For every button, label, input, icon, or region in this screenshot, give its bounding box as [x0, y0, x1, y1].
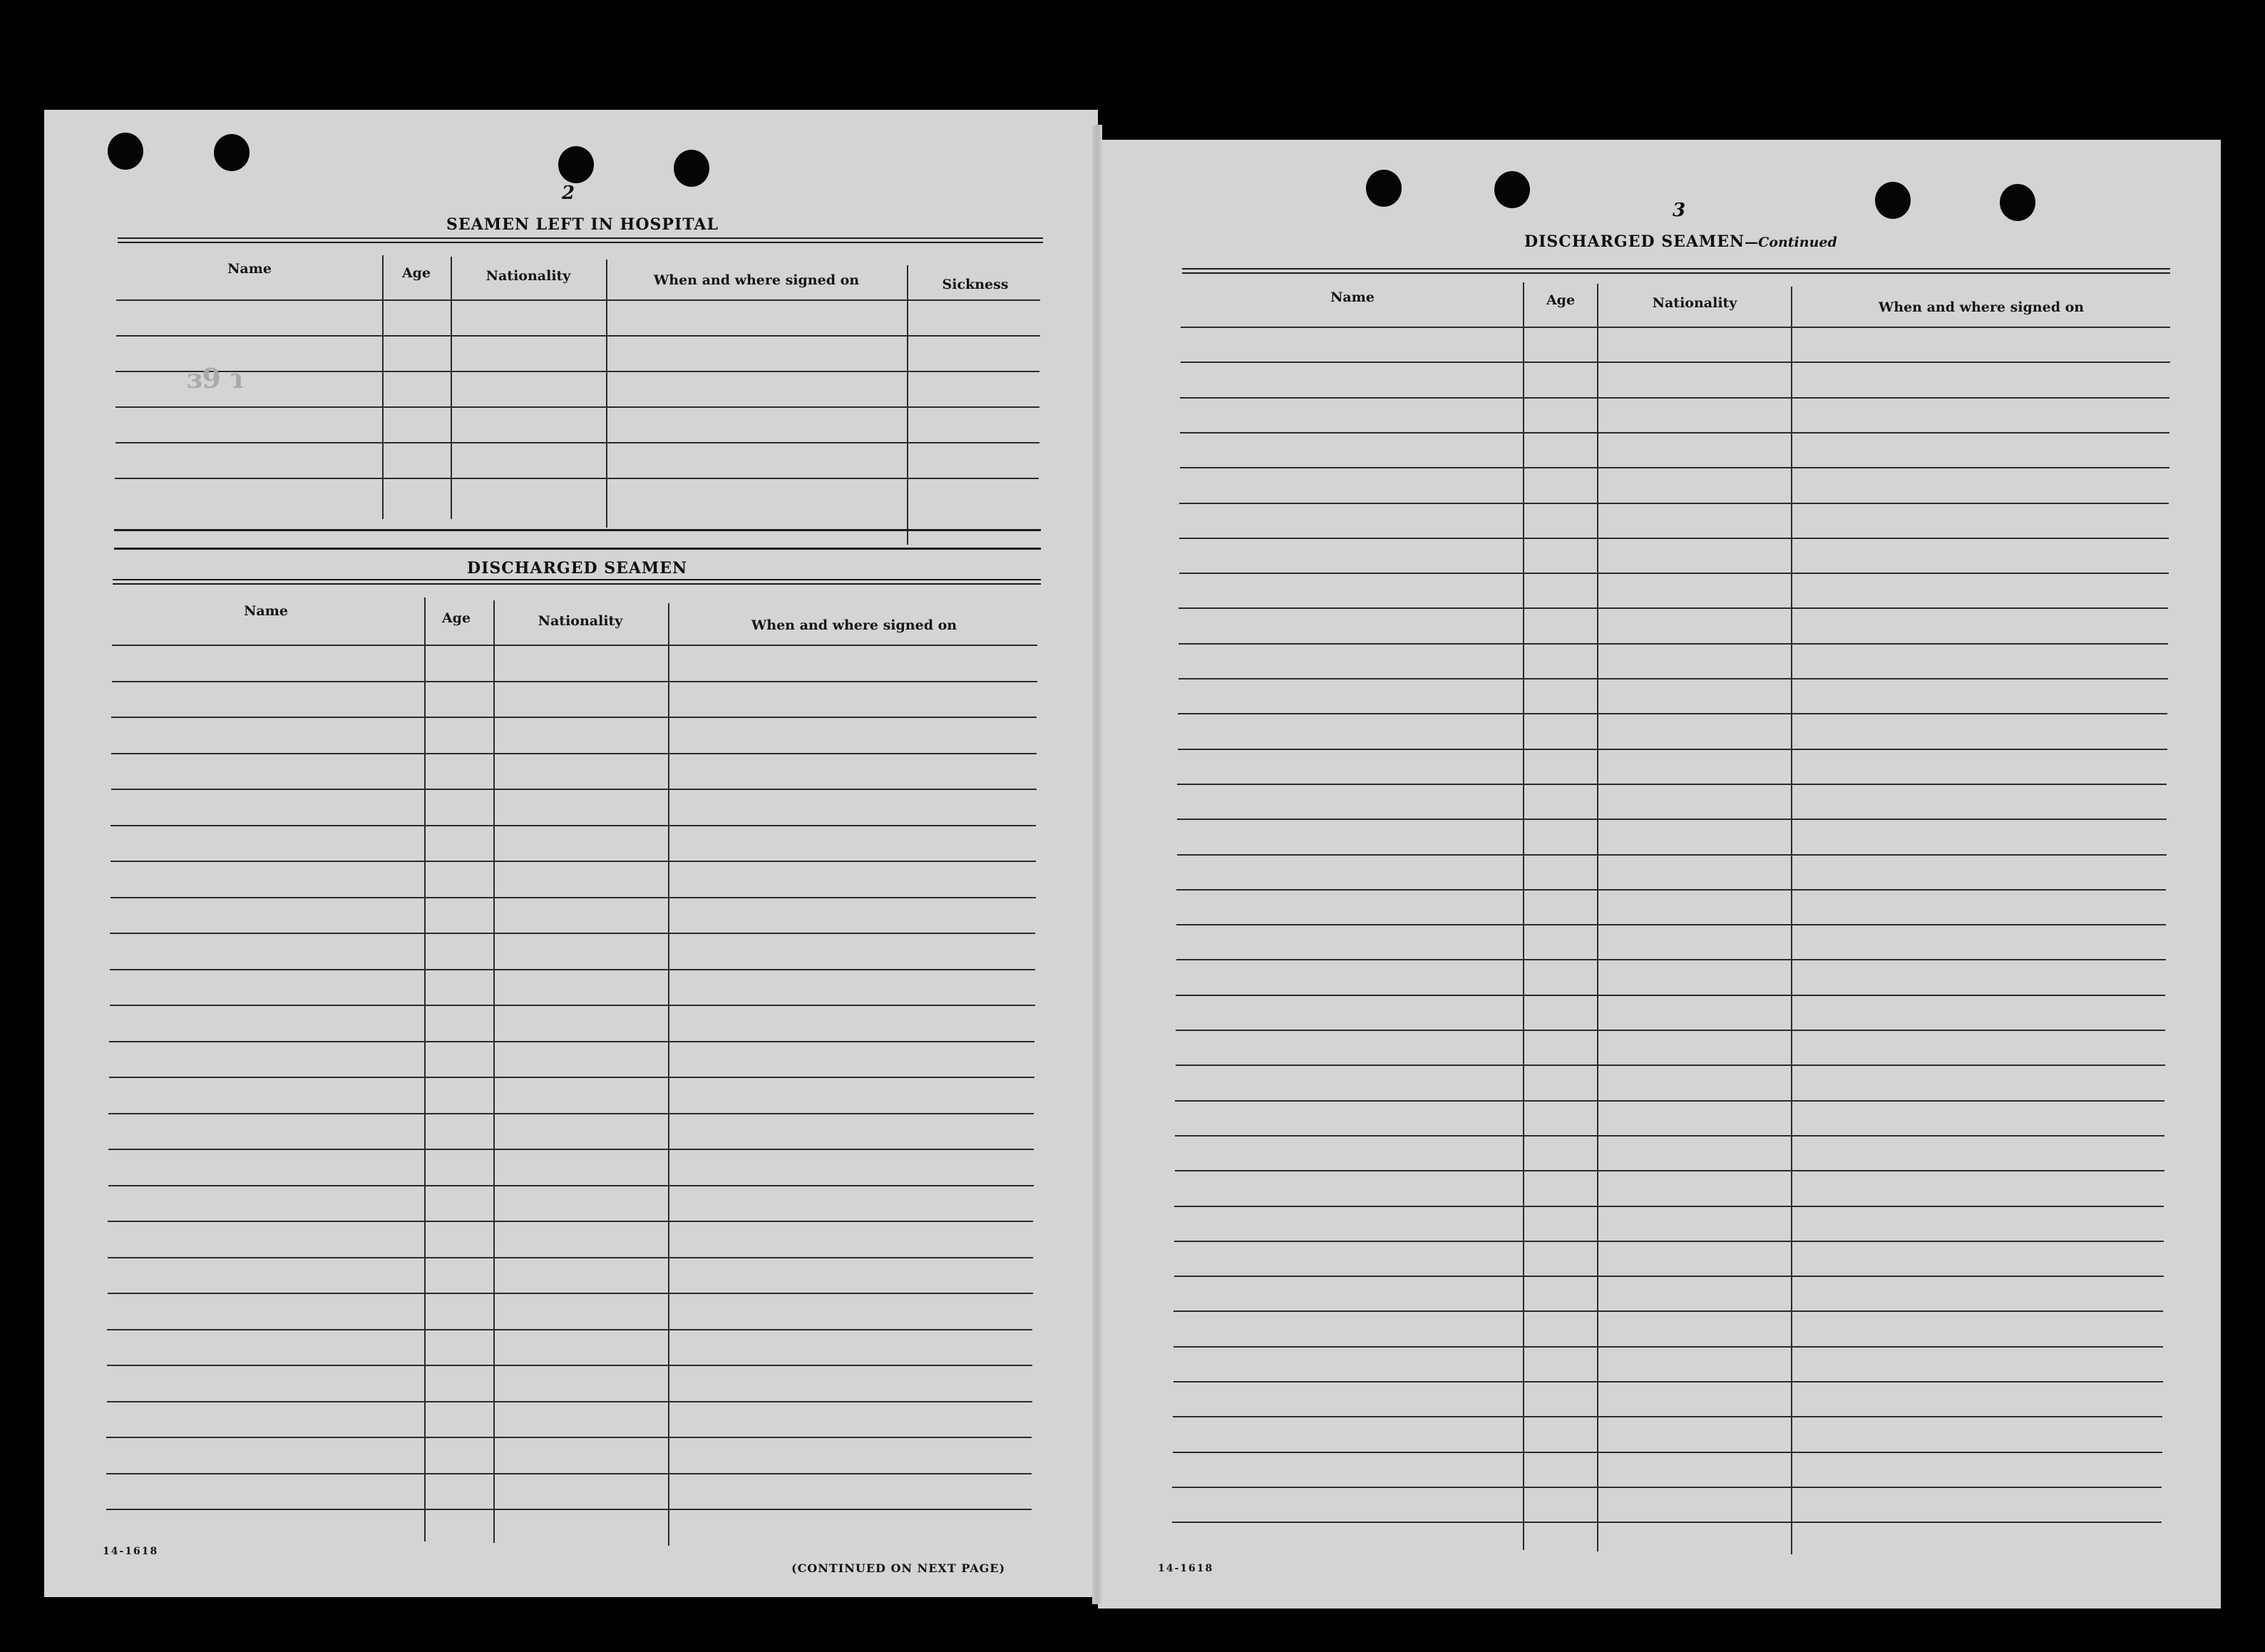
col-head-sickness: Sickness: [942, 277, 1009, 292]
table-row: [107, 1365, 1032, 1366]
punch-hole: [2000, 184, 2035, 221]
table-row: [109, 1077, 1034, 1078]
punch-hole: [558, 146, 594, 183]
table-row: [111, 825, 1036, 826]
table-row: [108, 1293, 1033, 1294]
hospital-col-divider: [451, 257, 452, 519]
col-head-signed-on: When and where signed on: [1878, 299, 2085, 315]
col-head-signed-on: When and where signed on: [751, 617, 957, 633]
table-row: [1178, 607, 2168, 609]
table-row: [1174, 1276, 2164, 1277]
table-row: [110, 933, 1035, 934]
punch-hole: [1875, 182, 1911, 219]
continued-suffix: —Continued: [1745, 235, 1837, 250]
table-row: [1173, 1452, 2162, 1453]
table-row: [1176, 959, 2166, 960]
col-head-age: Age: [401, 265, 431, 281]
table-row: [116, 299, 1040, 301]
table-row: [107, 1329, 1032, 1330]
table-row: [1172, 1487, 2162, 1488]
table-row: [1181, 361, 2170, 363]
table-row: [116, 335, 1040, 337]
col-head-name: Name: [244, 603, 288, 619]
table-row: [108, 1221, 1033, 1222]
table-row: [110, 969, 1035, 970]
form-number-left: 14-1618: [103, 1546, 159, 1557]
table-row: [108, 1149, 1034, 1150]
page-number-left: 2: [562, 183, 575, 204]
table-row: [111, 717, 1037, 718]
right-col-divider: [1597, 284, 1598, 1551]
page-fold: [1092, 125, 1102, 1604]
table-row: [115, 371, 1039, 372]
table-row: [1176, 1064, 2165, 1066]
left-page: [44, 110, 1098, 1597]
hospital-col-divider: [382, 255, 384, 519]
hospital-section-title: SEAMEN LEFT IN HOSPITAL: [446, 215, 719, 234]
col-head-name: Name: [1330, 289, 1375, 305]
table-row: [111, 897, 1036, 898]
table-row: [1179, 573, 2169, 574]
right-top-rule: [1182, 268, 2170, 274]
table-row: [1174, 1241, 2164, 1242]
table-row: [108, 1257, 1033, 1258]
table-row: [110, 1005, 1035, 1006]
right-col-divider: [1791, 287, 1792, 1554]
hospital-top-rule: [118, 237, 1043, 243]
table-row: [1179, 503, 2169, 504]
discharged-col-divider: [424, 597, 426, 1541]
discharged-top-rule: [113, 579, 1041, 585]
discharged-section-title: DISCHARGED SEAMEN: [467, 559, 688, 578]
table-row: [1178, 749, 2167, 750]
table-row: [106, 1437, 1032, 1438]
right-page: [1098, 140, 2221, 1609]
table-row: [107, 1401, 1032, 1402]
discharged-continued-title-text: DISCHARGED SEAMEN: [1524, 232, 1745, 251]
punch-hole: [674, 150, 709, 187]
table-row: [1180, 432, 2169, 433]
table-row: [1176, 889, 2166, 891]
table-row: [1176, 1030, 2165, 1031]
page-number-right: 3: [1673, 200, 1686, 221]
hospital-bottom-rule: [114, 529, 1041, 531]
table-row: [106, 1509, 1032, 1510]
table-row: [1180, 397, 2169, 399]
table-row: [1179, 538, 2169, 539]
table-row: [112, 681, 1037, 682]
table-row: [115, 406, 1039, 408]
punch-hole: [1494, 171, 1530, 208]
col-head-age: Age: [1546, 292, 1576, 308]
punch-hole: [108, 133, 143, 170]
form-number-right: 14-1618: [1158, 1563, 1214, 1574]
col-head-nationality: Nationality: [1652, 295, 1737, 311]
table-row: [1175, 1170, 2164, 1171]
table-row: [1173, 1346, 2163, 1348]
table-row: [111, 789, 1037, 790]
table-row: [1178, 713, 2167, 714]
smudge-mark: ɜ9 ɿ: [187, 362, 244, 394]
right-col-divider: [1523, 282, 1524, 1550]
table-row: [108, 1113, 1034, 1114]
punch-hole: [214, 134, 250, 171]
hospital-col-divider: [907, 265, 908, 545]
table-row: [1178, 678, 2168, 679]
table-row: [1174, 1206, 2164, 1207]
table-row: [1173, 1381, 2163, 1382]
table-row: [1173, 1416, 2162, 1417]
col-head-nationality: Nationality: [486, 268, 571, 284]
discharged-continued-title: [1524, 232, 1837, 251]
table-row: [112, 645, 1037, 646]
table-row: [1177, 784, 2167, 785]
table-row: [109, 1041, 1034, 1042]
table-row: [1178, 643, 2168, 645]
table-row: [106, 1473, 1032, 1474]
col-head-nationality: Nationality: [538, 613, 623, 629]
table-row: [1181, 327, 2170, 328]
table-row: [1180, 467, 2169, 468]
table-row: [1175, 1100, 2164, 1102]
table-row: [108, 1185, 1034, 1186]
table-row: [115, 478, 1039, 479]
col-head-signed-on: When and where signed on: [653, 272, 860, 288]
discharged-col-divider: [668, 603, 669, 1546]
col-head-name: Name: [227, 261, 272, 277]
table-row: [1172, 1522, 2162, 1523]
table-row: [1175, 1135, 2164, 1137]
table-row: [111, 753, 1037, 754]
table-row: [1177, 854, 2167, 856]
punch-hole: [1366, 170, 1402, 207]
table-row: [111, 861, 1036, 862]
table-row: [1176, 924, 2166, 925]
col-head-age: Age: [441, 610, 471, 626]
continued-note: (CONTINUED ON NEXT PAGE): [791, 1561, 1006, 1575]
table-row: [1173, 1310, 2163, 1312]
table-row: [1177, 819, 2167, 820]
table-row: [115, 442, 1039, 443]
hospital-bottom-rule: [114, 548, 1041, 550]
table-row: [1176, 995, 2165, 996]
